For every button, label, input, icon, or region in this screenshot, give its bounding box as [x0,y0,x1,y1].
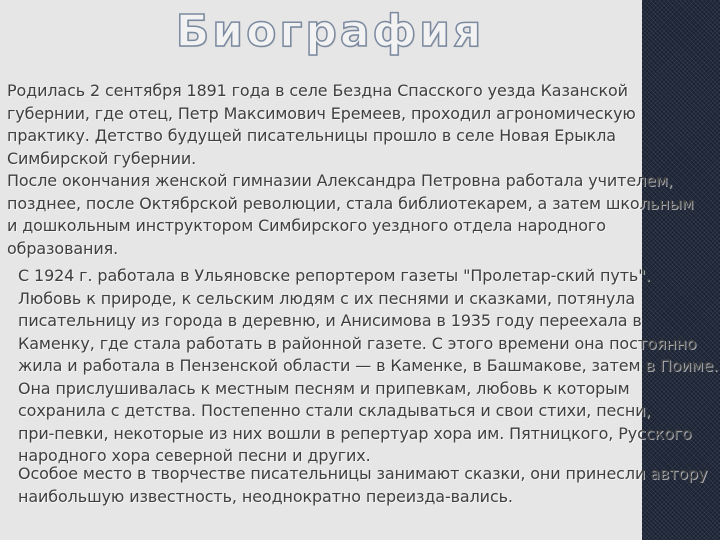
text-line: при-певки, некоторые из них вошли в репертуар хора им. Пятницкого, Русского [18,423,692,443]
paragraph-career [18,265,718,468]
text-line: писательницу из города в деревню, и Анисимова в 1935 году переехала в [18,311,642,330]
text-line: губернии, где отец, Петр Максимович Еремеев, проходил агрономическую [7,103,636,123]
text-line: сохранила с детства. Постепенно стали складываться и свои стихи, песни, [18,401,651,420]
text-line: позднее, после Октябрской революции, стала библиотекарем, а затем школьным [7,193,694,213]
paragraph-fairy-tales [18,463,718,508]
text-line: С 1924 г. работала в Ульяновске репортером газеты "Пролетар-ский путь". [18,266,651,285]
text-line: практику. Детство будущей писательницы прошло в селе Новая Ерыкла [7,126,616,145]
slide-title: Биография [175,6,485,57]
text-line: Симбирской губернии. [7,148,197,168]
text-line: наибольшую известность, неоднократно переизда-вались. [18,486,513,506]
text-line: После окончания женской гимназии Александра Петровна работала учителем, [7,171,673,190]
paragraph-education [7,170,719,260]
text-line: Родилась 2 сентября 1891 года в селе Бездна Спасского уезда Казанской [7,81,628,100]
text-line: и дошкольным инструктором Симбирского уездного отдела народного [7,216,606,235]
text-line: Особое место в творчестве писательницы занимают сказки, они принесли автору [18,464,708,483]
text-line: образования. [7,238,119,258]
text-line: жила и работала в Пензенской области — в Каменке, в Башмакове, затем в Поиме. [18,356,719,375]
text-line: Она прислушивалась к местным песням и припевкам, любовь к которым [18,378,630,398]
text-line: Каменку, где стала работать в районной газете. С этого времени она постоянно [18,333,697,353]
text-line: Любовь к природе, к сельским людям с их песнями и сказками, потянула [18,288,636,308]
text-line: народного хора северной песни и других. [18,446,371,465]
paragraph-birth [7,80,719,170]
